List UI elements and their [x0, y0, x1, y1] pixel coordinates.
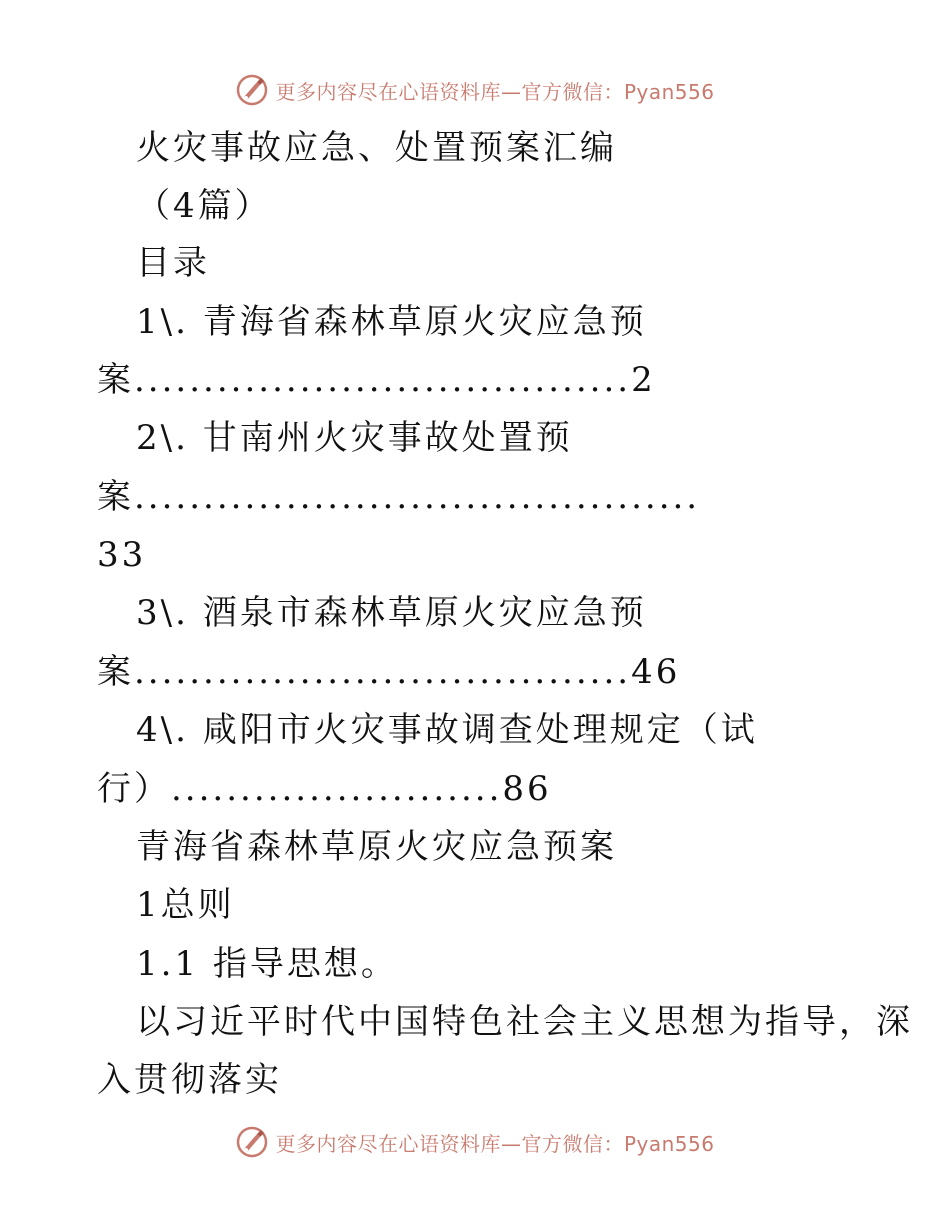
- toc-entry-4-leader: 行）........................86: [97, 769, 552, 809]
- header-watermark: [0, 70, 950, 110]
- toc-entry-1-leader: 案....................................2: [97, 360, 656, 400]
- footer-watermark: [0, 1122, 950, 1162]
- toc-heading: 目录: [136, 243, 210, 283]
- pen-logo-icon: [235, 73, 269, 107]
- watermark-text: 更多内容尽在心语资料库—官方微信：Pyan556: [275, 1131, 715, 1156]
- document-title: 火灾事故应急、处置预案汇编: [136, 128, 617, 168]
- pen-logo-icon: [235, 1125, 269, 1159]
- body-paragraph-line-2: 入贯彻落实: [97, 1060, 282, 1100]
- watermark-text: 更多内容尽在心语资料库—官方微信：Pyan556: [275, 79, 715, 104]
- toc-entry-2-page: 33: [97, 535, 147, 575]
- toc-entry-3-leader: 案....................................46: [97, 652, 681, 692]
- toc-entry-4-title: 4\. 咸阳市火灾事故调查处理规定（试: [136, 710, 758, 750]
- body-paragraph-line-1: 以习近平时代中国特色社会主义思想为指导，深: [136, 1002, 913, 1042]
- chapter-heading: 1总则: [136, 885, 235, 925]
- toc-entry-2-title: 2\. 甘南州火灾事故处置预: [136, 418, 573, 458]
- document-subtitle: （4篇）: [136, 186, 272, 226]
- subsection-heading: 1.1 指导思想。: [136, 944, 398, 984]
- section-title: 青海省森林草原火灾应急预案: [136, 827, 617, 867]
- toc-entry-1-title: 1\. 青海省森林草原火灾应急预: [136, 302, 647, 342]
- toc-entry-2-leader: 案.........................................: [97, 477, 701, 517]
- toc-entry-3-title: 3\. 酒泉市森林草原火灾应急预: [136, 593, 647, 633]
